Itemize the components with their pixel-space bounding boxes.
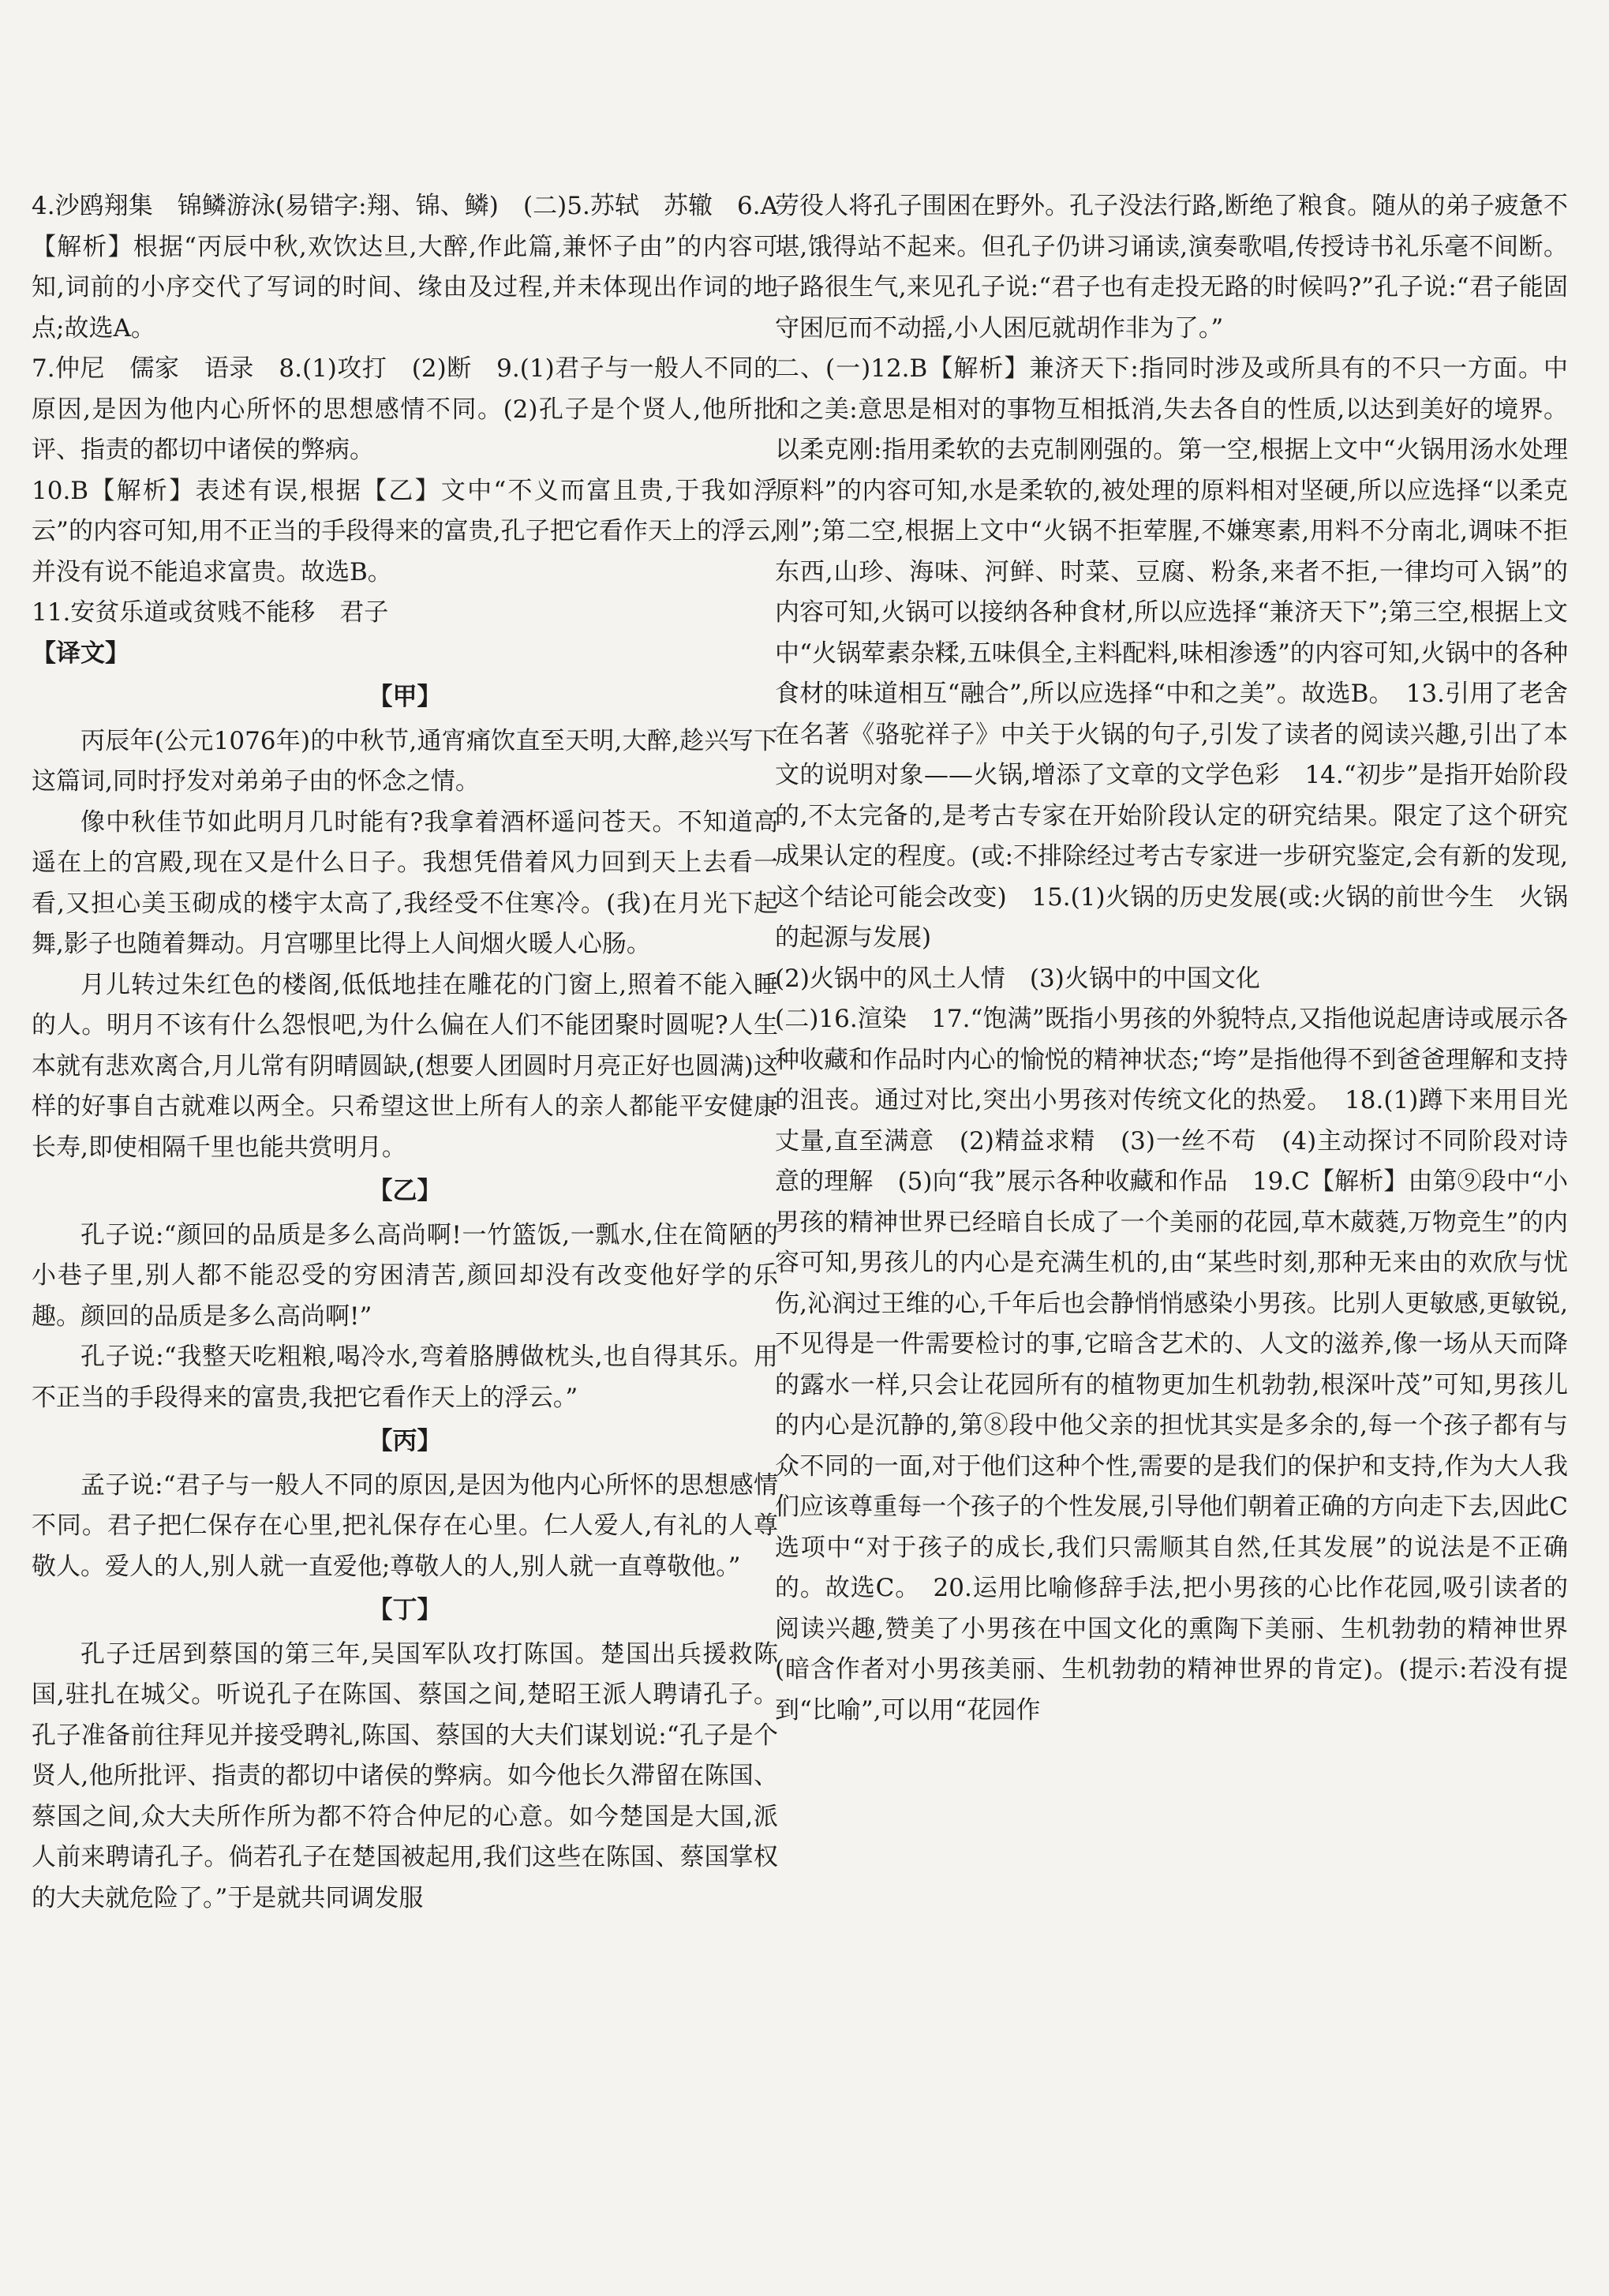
answer-block-3: 10.B【解析】表述有误,根据【乙】文中“不义而富且贵,于我如浮云”的内容可知,用不正当的手段得来的富贵,孔子把它看作天上的浮云,并没有说不能追求富贵。故选B。 [32, 476, 778, 586]
right-column [775, 186, 1568, 1731]
jia-paragraph-2: 像中秋佳节如此明月几时能有?我拿着酒杯遥问苍天。不知道高遥在上的宫殿,现在又是什么日子。我想凭借着风力回到天上去看一看,又担心美玉砌成的楼宇太高了,我经受不住寒冷。(我)在月光下起舞,影子也随着舞动。月宫哪里比得上人间烟火暖人心肠。 [32, 807, 778, 958]
ding-paragraph-1: 孔子迁居到蔡国的第三年,吴国军队攻打陈国。楚国出兵援救陈国,驻扎在城父。听说孔子在陈国、蔡国之间,楚昭王派人聘请孔子。孔子准备前往拜见并接受聘礼,陈国、蔡国的大夫们谋划说:“孔子是个贤人,他所批评、指责的都切中诸侯的弊病。如今他长久滞留在陈国、蔡国之间,众大夫所作所为都不符合仲尼的心意。如今楚国是大国,派人前来聘请孔子。倘若孔子在楚国被起用,我们这些在陈国、蔡国掌权的大夫就危险了。”于是就共同调发服 [32, 1639, 778, 1912]
answer-block-2: 7.仲尼 儒家 语录 8.(1)攻打 (2)断 9.(1)君子与一般人不同的原因,是因为他内心所怀的思想感情不同。(2)孔子是个贤人,他所批评、指责的都切中诸侯的弊病。 [32, 354, 778, 464]
answer-block-1: 4.沙鸥翔集 锦鳞游泳(易错字:翔、锦、鳞) (二)5.苏轼 苏辙 6.A【解析】根据“丙辰中秋,欢饮达旦,大醉,作此篇,兼怀子由”的内容可知,词前的小序交代了写词的时间、缘由及过程,并未体现出作词的地点;故选A。 [32, 192, 778, 343]
heading-ding: 【丁】 [368, 1596, 442, 1624]
heading-bing: 【丙】 [368, 1427, 442, 1455]
jia-paragraph-3: 月儿转过朱红色的楼阁,低低地挂在雕花的门窗上,照着不能入睡的人。明月不该有什么怨恨吧,为什么偏在人们不能团聚时圆呢?人生本就有悲欢离合,月儿常有阴晴圆缺,(想要人团圆时月亮正好也圆满)这样的好事自古就难以两全。只希望这世上所有人的亲人都能平安健康长寿,即使相隔千里也能共赏明月。 [32, 970, 778, 1162]
translation-label: 【译文】 [32, 639, 129, 668]
heading-jia: 【甲】 [368, 683, 442, 711]
yi-paragraph-1: 孔子说:“颜回的品质是多么高尚啊!一竹篮饭,一瓢水,住在简陋的小巷子里,别人都不能忍受的穷困清苦,颜回却没有改变他好学的乐趣。颜回的品质是多么高尚啊!” [32, 1220, 778, 1331]
heading-yi: 【乙】 [368, 1177, 442, 1205]
bing-paragraph-1: 孟子说:“君子与一般人不同的原因,是因为他内心所怀的思想感情不同。君子把仁保存在心里,把礼保存在心里。仁人爱人,有礼的人尊敬人。爱人的人,别人就一直爱他;尊敬人的人,别人就一直尊敬他。” [32, 1470, 778, 1581]
answer-block-4: 11.安贫乐道或贫贱不能移 君子 [32, 598, 389, 627]
ding-paragraph-continued: 劳役人将孔子围困在野外。孔子没法行路,断绝了粮食。随从的弟子疲惫不堪,饿得站不起来。但孔子仍讲习诵读,演奏歌唱,传授诗书礼乐毫不间断。子路很生气,来见孔子说:“君子也有走投无路的时候吗?”孔子说:“君子能固守困厄而不动摇,小人困厄就胡作非为了。” [775, 192, 1568, 343]
answer-block-16-20: (二)16.渲染 17.“饱满”既指小男孩的外貌特点,又指他说起唐诗或展示各种收藏和作品时内心的愉悦的精神状态;“垮”是指他得不到爸爸理解和支持的沮丧。通过对比,突出小男孩对传统文化的热爱。 18.(1)蹲下来用目光丈量,直至满意 (2)精益求精 (3)一丝不苟 (4)主动探讨不同阶段对诗意的理解 (5)向“我”展示各种收藏和作品 19.C【解析】由第⑨段中“小男孩的精神世界已经暗自长成了一个美丽的花园,草木葳蕤,万物竞生”的内容可知,男孩儿的内心是充满生机的,由“某些时刻,那种无来由的欢欣与忧伤,沁润过王维的心,千年后也会静悄悄感染小男孩。比别人更敏感,更敏锐,不见得是一件需要检讨的事,它暗含艺术的、人文的滋养,像一场从天而降的露水一样,只会让花园所有的植物更加生机勃勃,根深叶茂”可知,男孩儿的内心是沉静的,第⑧段中他父亲的担忧其实是多余的,每一个孩子都有与众不同的一面,对于他们这种个性,需要的是我们的保护和支持,作为大人我们应该尊重每一个孩子的个性发展,引导他们朝着正确的方向走下去,因此C选项中“对于孩子的成长,我们只需顺其自然,任其发展”的说法是不正确的。故选C。 20.运用比喻修辞手法,把小男孩的心比作花园,吸引读者的阅读兴趣,赞美了小男孩在中国文化的熏陶下美丽、生机勃勃的精神世界(暗含作者对小男孩美丽、生机勃勃的精神世界的肯定)。(提示:若没有提到“比喻”,可以用“花园作 [775, 1005, 1568, 1725]
jia-paragraph-1: 丙辰年(公元1076年)的中秋节,通宵痛饮直至天明,大醉,趁兴写下这篇词,同时抒发对弟弟子由的怀念之情。 [32, 726, 778, 796]
left-column [32, 186, 778, 1919]
answer-block-section-two: 二、(一)12.B【解析】兼济天下:指同时涉及或所具有的不只一方面。中和之美:意思是相对的事物互相抵消,失去各自的性质,以达到美好的境界。以柔克刚:指用柔软的去克制刚强的。第一空,根据上文中“火锅用汤水处理原料”的内容可知,水是柔软的,被处理的原料相对坚硬,所以应选择“以柔克刚”;第二空,根据上文中“火锅不拒荤腥,不嫌寒素,用料不分南北,调味不拒东西,山珍、海味、河鲜、时菜、豆腐、粉条,来者不拒,一律均可入锅”的内容可知,火锅可以接纳各种食材,所以应选择“兼济天下”;第三空,根据上文中“火锅荤素杂糅,五味俱全,主料配料,味相渗透”的内容可知,火锅中的各种食材的味道相互“融合”,所以应选择“中和之美”。故选B。 13.引用了老舍在名著《骆驼祥子》中关于火锅的句子,引发了读者的阅读兴趣,引出了本文的说明对象——火锅,增添了文章的文学色彩 14.“初步”是指开始阶段的,不太完备的,是考古专家在开始阶段认定的研究结果。限定了这个研究成果认定的程度。(或:不排除经过考古专家进一步研究鉴定,会有新的发现,这个结论可能会改变) 15.(1)火锅的历史发展(或:火锅的前世今生 火锅的起源与发展) [775, 354, 1568, 952]
answer-block-15-continued: (2)火锅中的风土人情 (3)火锅中的中国文化 [775, 964, 1260, 993]
yi-paragraph-2: 孔子说:“我整天吃粗粮,喝冷水,弯着胳膊做枕头,也自得其乐。用不正当的手段得来的富贵,我把它看作天上的浮云。” [32, 1343, 778, 1412]
